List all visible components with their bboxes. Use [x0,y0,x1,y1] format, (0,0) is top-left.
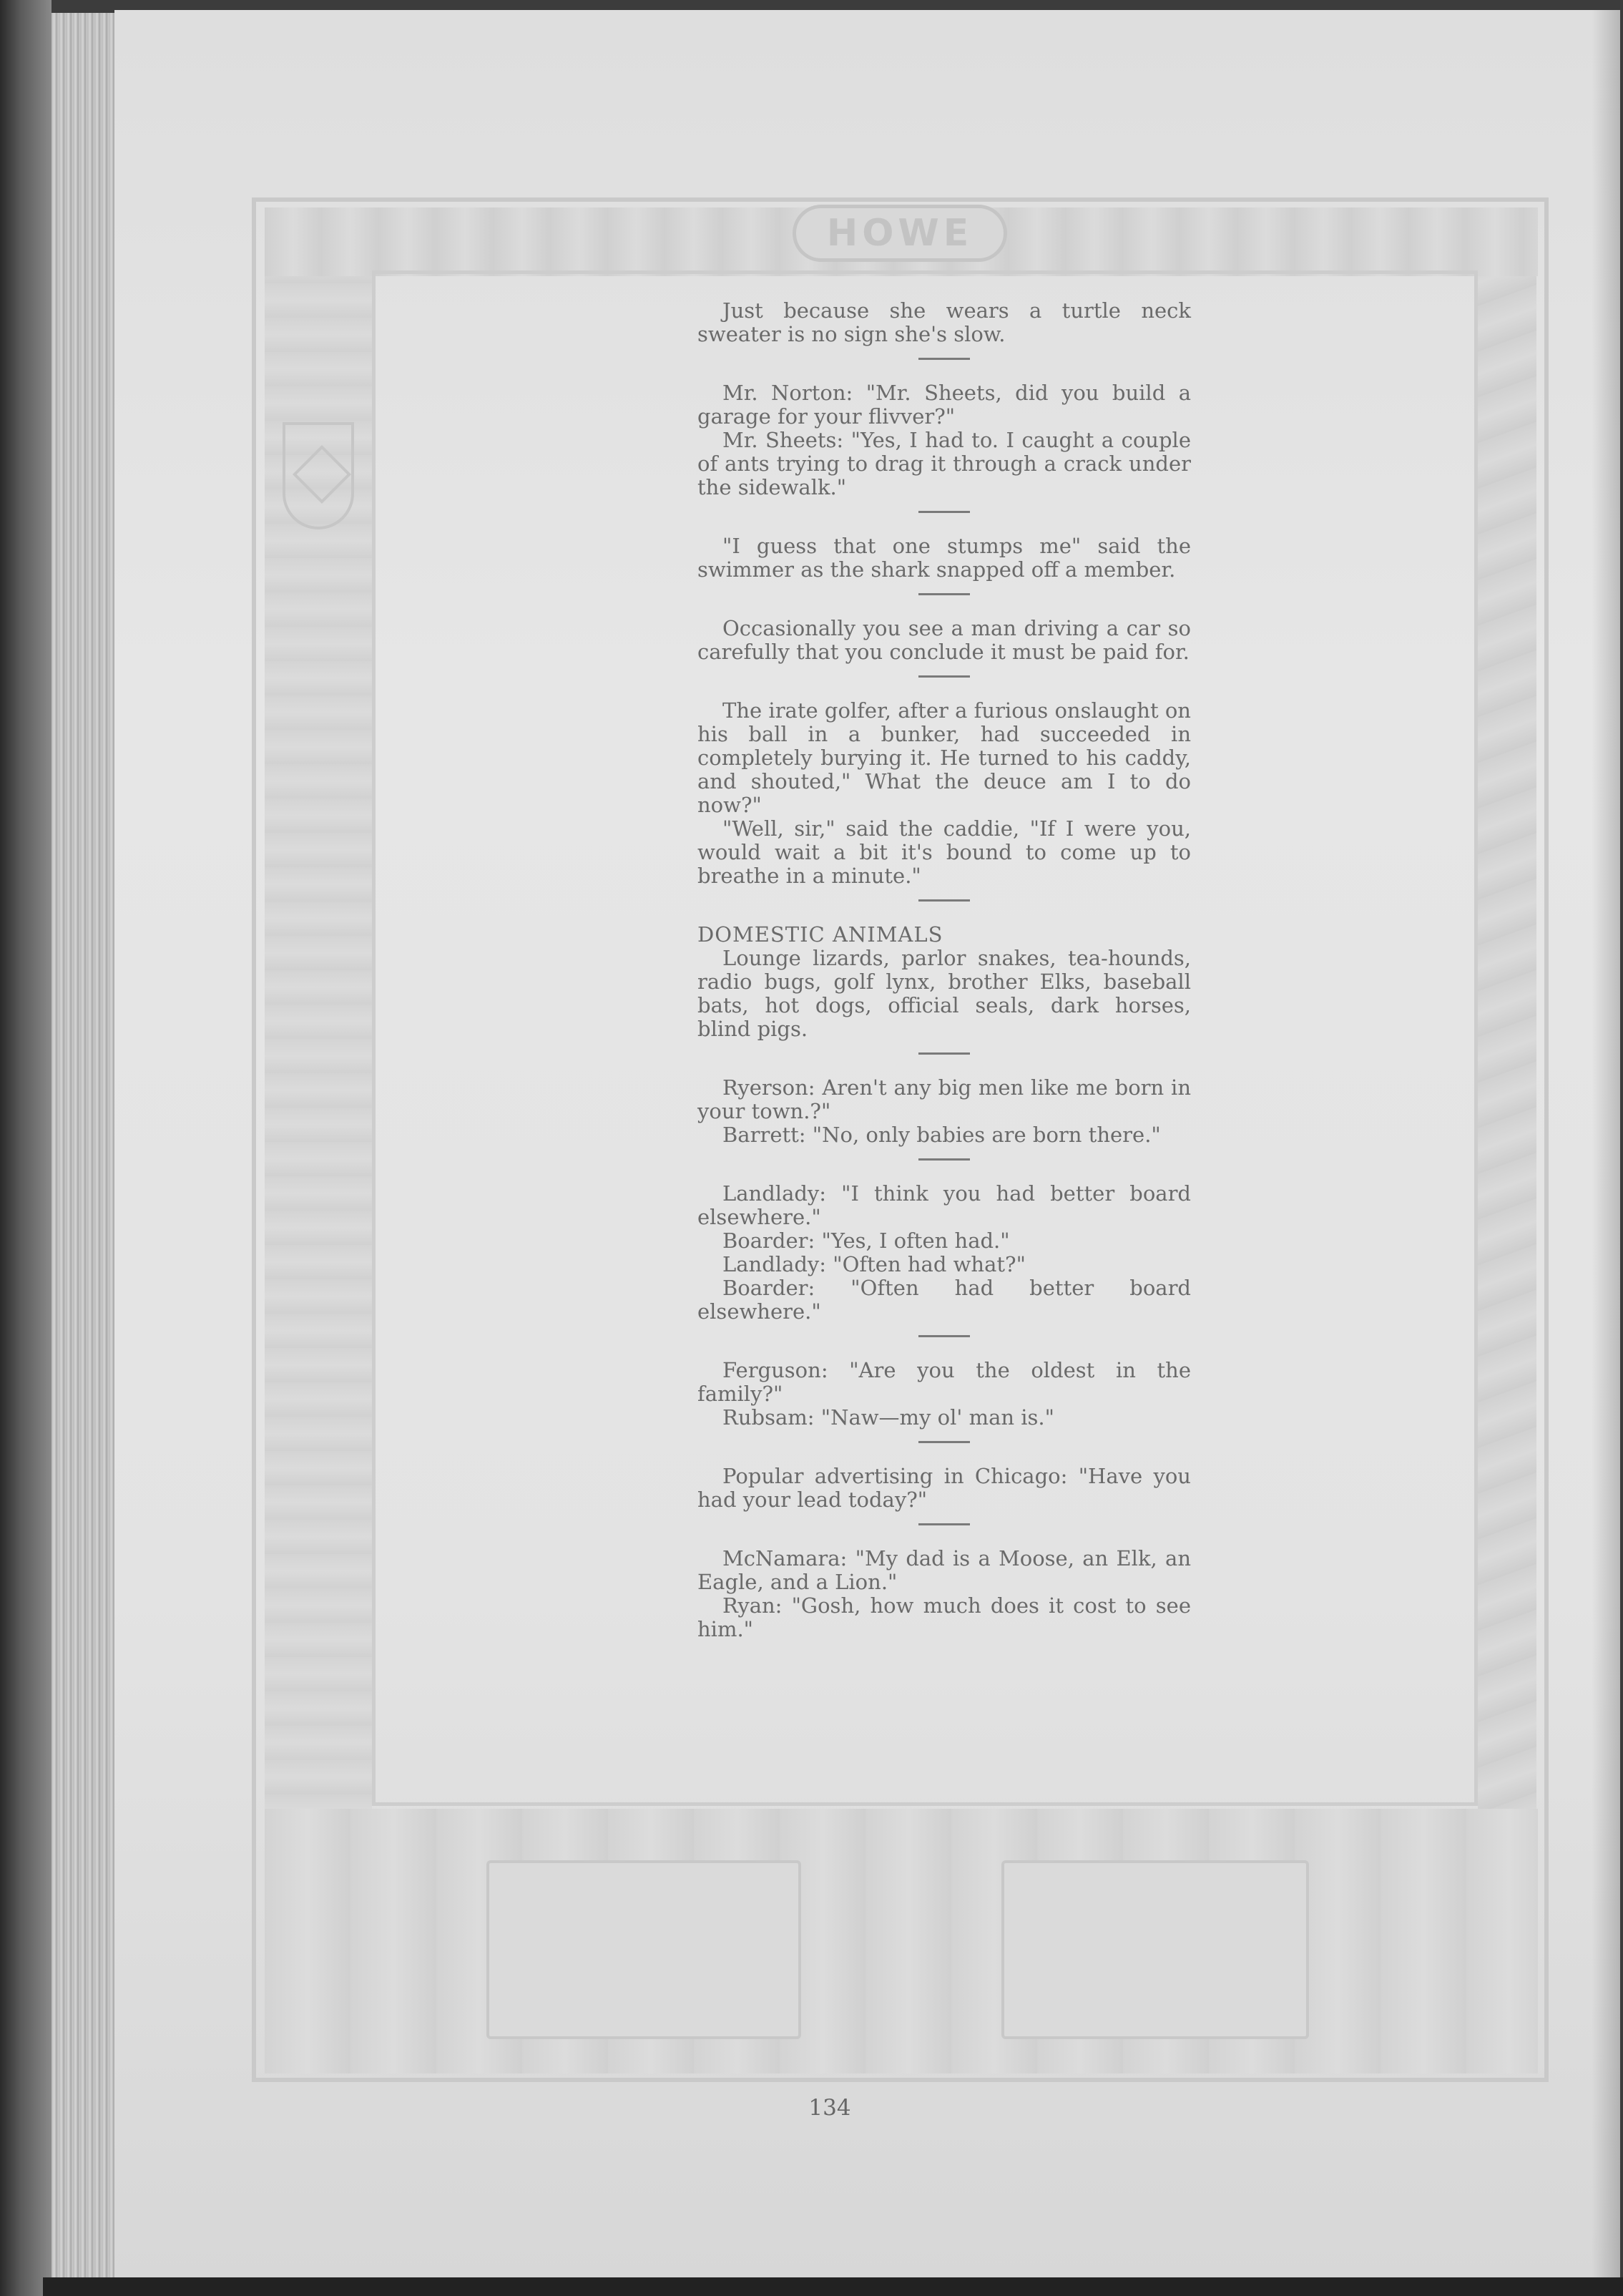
building-illustration [1001,1860,1309,2039]
joke-block [697,617,1191,664]
joke-line: Just because she wears a turtle neck sweater is no sign she's slow. [697,298,1191,346]
separator-rule [918,1523,970,1525]
book-bottom-edge [43,2277,1623,2296]
separator-rule [918,593,970,595]
joke-line: Ryerson: Aren't any big men like me born in your town.?" [697,1075,1191,1123]
joke-block [697,1547,1191,1641]
joke-line: Mr. Sheets: "Yes, I had to. I caught a couple of ants trying to drag it through a crack under the sidewalk." [697,428,1191,499]
joke-block [697,381,1191,499]
joke-line: "I guess that one stumps me" said the swimmer as the shark snapped off a member. [697,534,1191,582]
banner-title: HOWE [793,205,1007,262]
joke-block [697,1076,1191,1147]
joke-block [697,1359,1191,1430]
separator-rule [918,358,970,360]
separator-rule [918,1441,970,1443]
cannon-illustration [486,1860,801,2039]
separator-rule [918,511,970,513]
joke-block [697,534,1191,582]
joke-line: Landlady: "I think you had better board elsewhere." [697,1181,1191,1229]
separator-rule [918,1158,970,1161]
joke-line: Boarder: "Yes, I often had." [722,1228,1010,1253]
joke-line: Ryan: "Gosh, how much does it cost to see him." [697,1593,1191,1641]
joke-block [697,1465,1191,1512]
joke-line: McNamara: "My dad is a Moose, an Elk, an Eagle, and a Lion." [697,1546,1191,1594]
joke-line: The irate golfer, after a furious onslaught on his ball in a bunker, had succeeded in completely burying it. He turned to his caddy, and shouted," What the deuce am I to do now?" [697,698,1191,817]
text-column [697,299,1191,1641]
joke-line: Boarder: "Often had better board elsewhere." [697,1276,1191,1324]
separator-rule [918,675,970,678]
joke-block [697,699,1191,888]
joke-block [697,299,1191,346]
page-number: 134 [808,2095,851,2121]
crest-icon [283,422,354,529]
joke-line: Ferguson: "Are you the oldest in the family?" [697,1358,1191,1406]
separator-rule [918,899,970,902]
separator-rule [918,1335,970,1337]
joke-line: Rubsam: "Naw—my ol' man is." [722,1405,1054,1430]
book-spine [0,0,52,2296]
joke-line: Occasionally you see a man driving a car so carefully that you conclude it must be paid for. [697,616,1191,664]
joke-line: Lounge lizards, parlor snakes, tea-hounds, radio bugs, golf lynx, brother Elks, baseball bats, hot dogs, official seals, dark horses, blind pigs. [697,946,1191,1041]
joke-block [697,1182,1191,1324]
joke-line: Popular advertising in Chicago: "Have you had your lead today?" [697,1464,1191,1512]
joke-line: "Well, sir," said the caddie, "If I were you, would wait a bit it's bound to come up to breathe in a minute." [697,816,1191,888]
joke-line: Landlady: "Often had what?" [722,1252,1026,1276]
separator-rule [918,1052,970,1055]
joke-line: Mr. Norton: "Mr. Sheets, did you build a garage for your flivver?" [697,381,1191,429]
section-heading: DOMESTIC ANIMALS [697,922,943,947]
page-edges [52,13,123,2281]
joke-line: Barrett: "No, only babies are born there." [722,1123,1161,1147]
joke-block [697,923,1191,1041]
